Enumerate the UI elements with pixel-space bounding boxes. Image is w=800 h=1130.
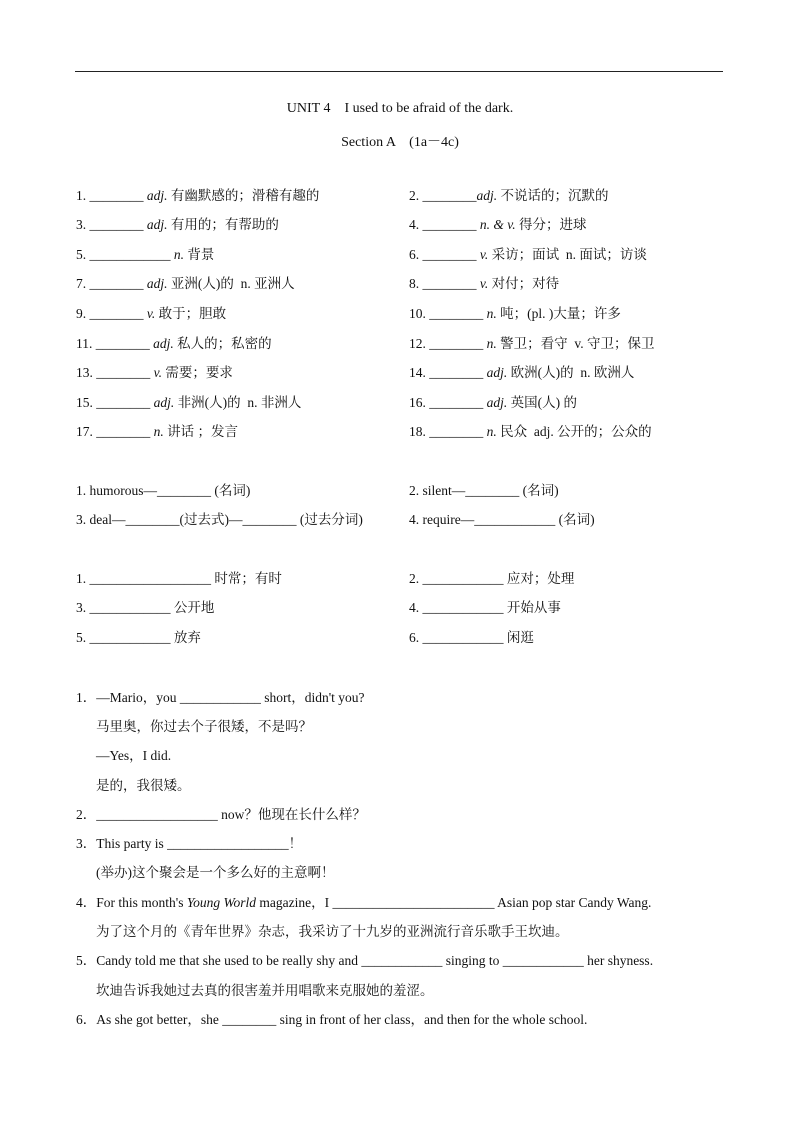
phrase-item: 5. ____________ 放弃 [76, 630, 201, 645]
vocab-item: 13. ________ v. 需要；要求 [76, 365, 233, 380]
sentence-line: 2．__________________ now？他现在长什么样？ [76, 807, 366, 822]
word-form-item: 3. deal—________(过去式)—________ (过去分词) [76, 512, 363, 527]
phrase-item: 3. ____________ 公开地 [76, 600, 215, 615]
sentence-line: 4．For this month's Young World magazine，I ________________________ Asian pop star Candy Wang. [76, 895, 652, 910]
vocab-row [0, 215, 800, 235]
phrase-row [0, 628, 800, 648]
page-title: UNIT 4 I used to be afraid of the dark. [286, 101, 514, 116]
sentence-translation: (举办)这个聚会是一个多么好的主意啊！ [96, 865, 335, 880]
phrase-item: 1. __________________ 时常；有时 [76, 571, 282, 586]
vocab-item: 14. ________ adj. 欧洲(人)的 n. 欧洲人 [409, 365, 635, 380]
sentence-line: 1．—Mario，you ____________ short，didn't you? [76, 690, 365, 705]
sentence-translation: 马里奥，你过去个子很矮，不是吗？ [96, 719, 312, 734]
vocab-item: 12. ________ n. 警卫；看守 v. 守卫；保卫 [409, 336, 655, 351]
vocab-row [0, 363, 800, 383]
vocab-row [0, 393, 800, 413]
vocab-item: 5. ____________ n. 背景 [76, 247, 215, 262]
vocab-item: 17. ________ n. 讲话 ；发言 [76, 424, 238, 439]
vocab-row [0, 334, 800, 354]
vocab-item: 16. ________ adj. 英国(人) 的 [409, 395, 578, 410]
vocab-item: 4. ________ n. & v. 得分；进球 [409, 217, 587, 232]
section-subtitle: Section A (1a－4c) [341, 135, 459, 150]
vocab-row [0, 186, 800, 206]
vocab-item: 11. ________ adj. 私人的；私密的 [76, 336, 272, 351]
phrase-item: 4. ____________ 开始从事 [409, 600, 561, 615]
vocab-item: 7. ________ adj. 亚洲(人)的 n. 亚洲人 [76, 276, 295, 291]
word-form-item: 1. humorous—________ (名词) [76, 483, 251, 498]
vocab-item: 18. ________ n. 民众 adj. 公开的；公众的 [409, 424, 652, 439]
vocab-row [0, 245, 800, 265]
sentence-line: 6．As she got better，she ________ sing in front of her class，and then for the whole school. [76, 1012, 588, 1027]
vocab-item: 6. ________ v. 采访；面试 n. 面试；访谈 [409, 247, 647, 262]
word-form-row [0, 481, 800, 501]
sentence-line: 3．This party is __________________！ [76, 836, 303, 851]
phrase-row [0, 598, 800, 618]
word-form-item: 2. silent—________ (名词) [409, 483, 559, 498]
vocab-item: 8. ________ v. 对付；对待 [409, 276, 560, 291]
phrase-row [0, 569, 800, 589]
vocab-item: 15. ________ adj. 非洲(人)的 n. 非洲人 [76, 395, 302, 410]
phrase-item: 2. ____________ 应对；处理 [409, 571, 575, 586]
vocab-item: 9. ________ v. 敢于；胆敢 [76, 306, 227, 321]
sentence-translation: 坎迪告诉我她过去真的很害羞并用唱歌来克服她的羞涩。 [96, 983, 434, 998]
vocab-row [0, 274, 800, 294]
sentence-translation: 是的，我很矮。 [96, 778, 191, 793]
phrase-item: 6. ____________ 闲逛 [409, 630, 534, 645]
vocab-item: 10. ________ n. 吨；(pl. )大量；许多 [409, 306, 621, 321]
vocab-row [0, 304, 800, 324]
vocab-item: 2. ________adj. 不说话的；沉默的 [409, 188, 609, 203]
vocab-item: 3. ________ adj. 有用的；有帮助的 [76, 217, 279, 232]
sentence-line: —Yes，I did. [96, 748, 172, 763]
word-form-item: 4. require—____________ (名词) [409, 512, 595, 527]
word-form-row [0, 510, 800, 530]
vocab-item: 1. ________ adj. 有幽默感的；滑稽有趣的 [76, 188, 320, 203]
vocab-row [0, 422, 800, 442]
sentence-line: 5．Candy told me that she used to be really shy and ____________ singing to ____________ her shyness. [76, 953, 654, 968]
sentence-translation: 为了这个月的《青年世界》杂志，我采访了十九岁的亚洲流行音乐歌手王坎迪。 [96, 924, 569, 939]
top-rule [75, 71, 723, 72]
